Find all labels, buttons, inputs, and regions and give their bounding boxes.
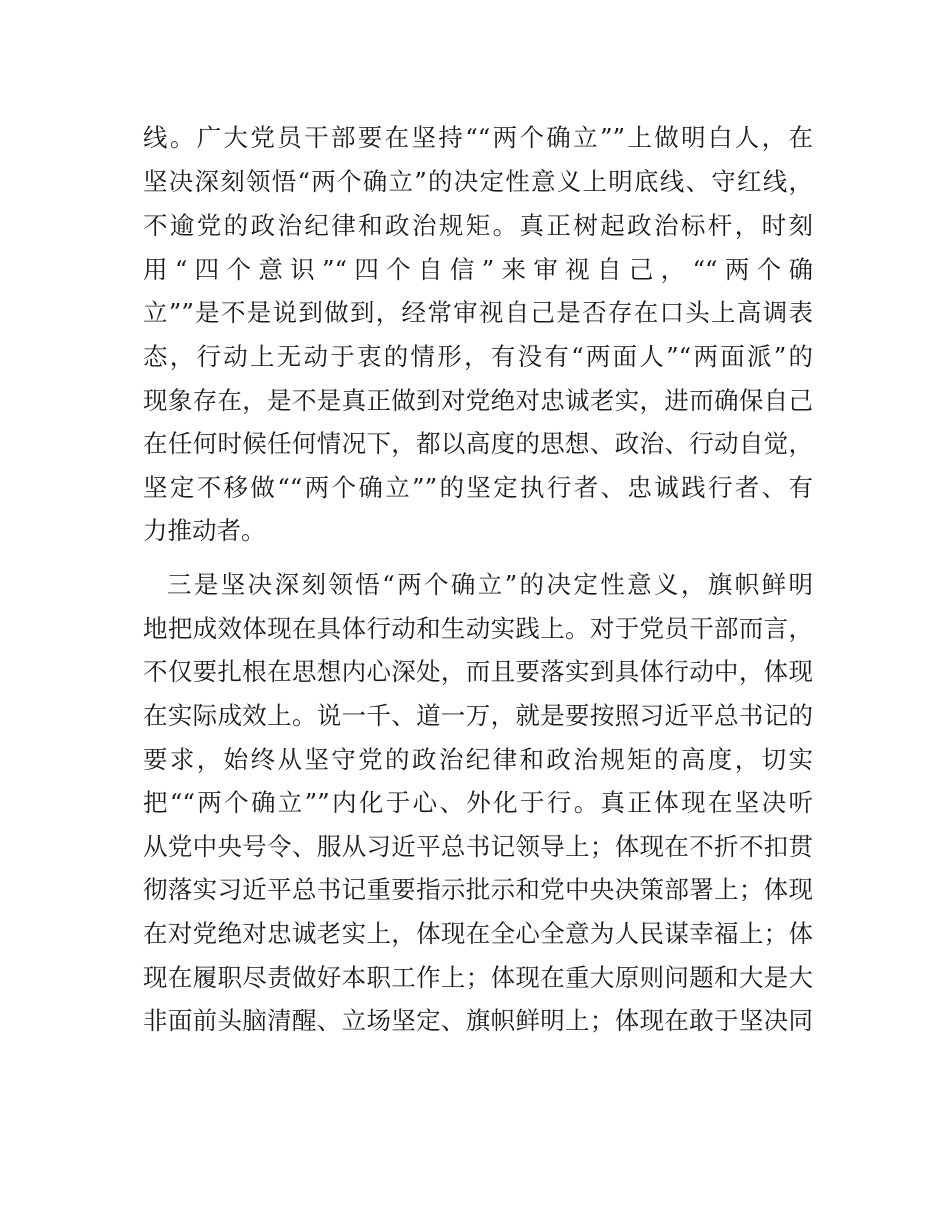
text-line: 三是坚决深刻领悟“两个确立”的决定性意义，旗帜鲜明 — [167, 570, 813, 599]
text-line: 力推动者。 — [143, 516, 266, 545]
text-line: 在任何时候任何情况下，都以高度的思想、政治、行动自觉， — [143, 429, 813, 458]
text-line: 现在履职尽责做好本职工作上；体现在重大原则问题和大是大 — [143, 963, 813, 992]
text-line: 地把成效体现在具体行动和生动实践上。对于党员干部而言， — [143, 614, 813, 643]
text-line: 态，行动上无动于衷的情形，有没有“两面人”“两面派”的 — [143, 342, 813, 371]
text-line: 彻落实习近平总书记重要指示批示和党中央决策部署上；体现 — [143, 875, 813, 904]
text-line: 坚决深刻领悟“两个确立”的决定性意义上明底线、守红线， — [143, 167, 813, 196]
text-line: 线。广大党员干部要在坚持““两个确立””上做明白人，在 — [143, 123, 813, 152]
text-line: 不仅要扎根在思想内心深处，而且要落实到具体行动中，体现 — [143, 657, 813, 686]
text-line: 不逾党的政治纪律和政治规矩。真正树起政治标杆，时刻 — [143, 211, 813, 240]
text-line: 用“四个意识”“四个自信”来审视自己，““两个确 — [143, 255, 813, 284]
text-line: 把““两个确立””内化于心、外化于行。真正体现在坚决听 — [143, 788, 813, 817]
text-line: 从党中央号令、服从习近平总书记领导上；体现在不折不扣贯 — [143, 832, 813, 861]
text-line: 坚定不移做““两个确立””的坚定执行者、忠诚践行者、有 — [143, 473, 813, 502]
text-line: 非面前头脑清醒、立场坚定、旗帜鲜明上；体现在敢于坚决同 — [143, 1006, 813, 1035]
text-line: 要求，始终从坚守党的政治纪律和政治规矩的高度，切实 — [143, 745, 813, 774]
text-line: 立””是不是说到做到，经常审视自己是否存在口头上高调表 — [143, 298, 813, 327]
text-line: 在实际成效上。说一千、道一万，就是要按照习近平总书记的 — [143, 701, 813, 730]
text-line: 现象存在，是不是真正做到对党绝对忠诚老实，进而确保自己 — [143, 386, 813, 415]
text-line: 在对党绝对忠诚老实上，体现在全心全意为人民谋幸福上；体 — [143, 919, 813, 948]
